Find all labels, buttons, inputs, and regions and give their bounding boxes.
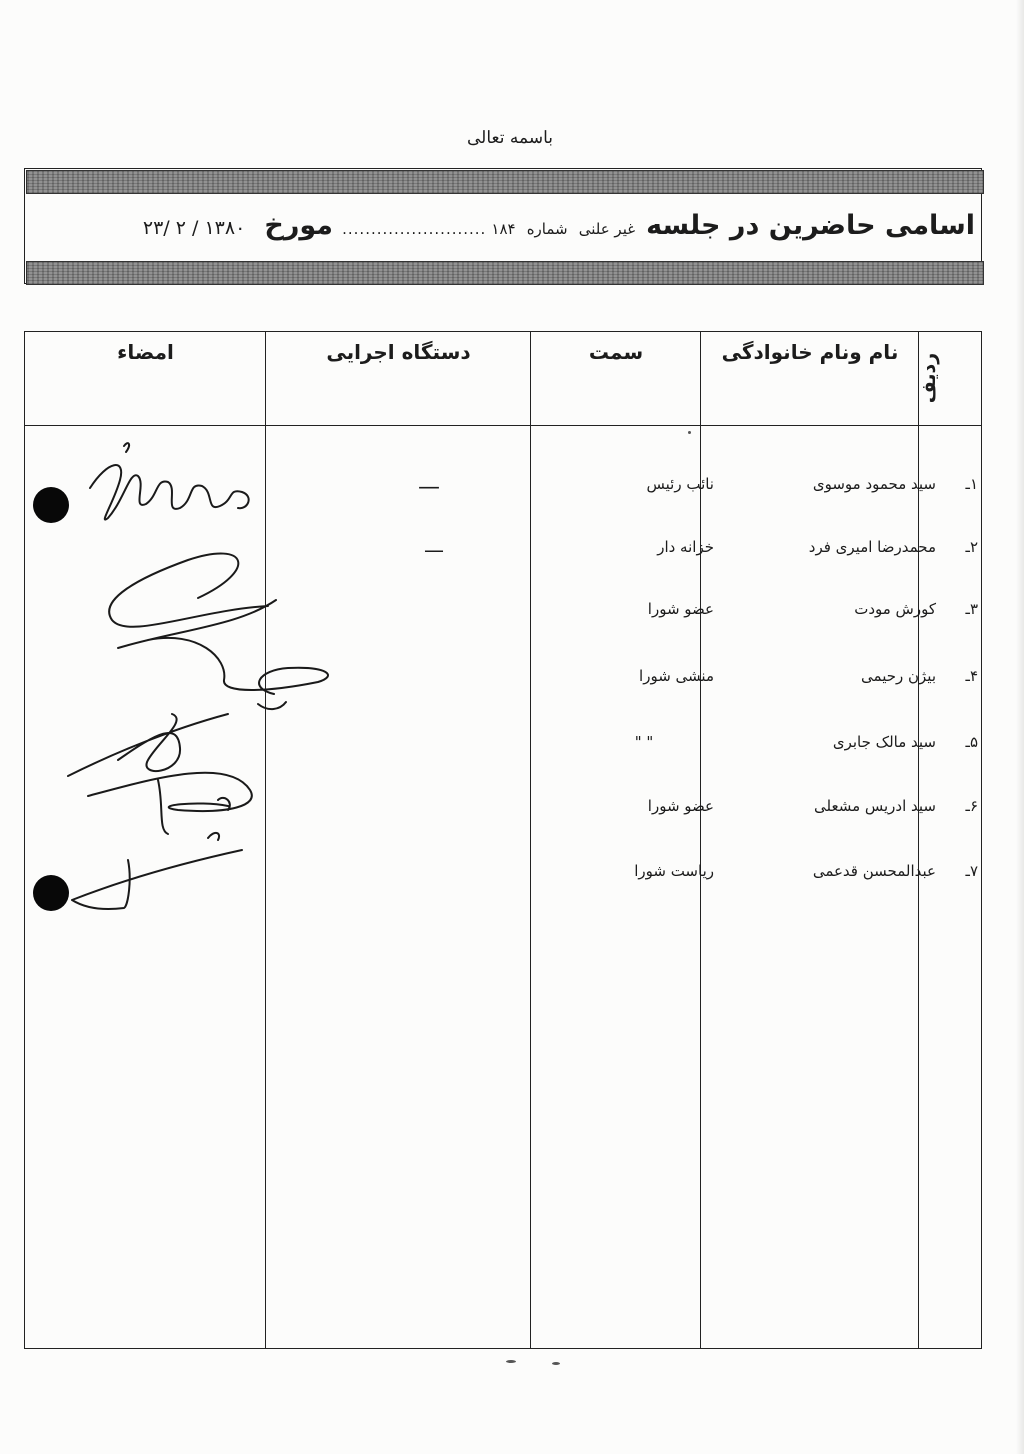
attendee-position: خزانه دار [657, 538, 714, 556]
meeting-date: ۱۳۸۰ / ۲ /۲۳ [142, 217, 246, 239]
attendee-name: سید محمود موسوی [812, 475, 936, 493]
title-line [140, 210, 975, 250]
handwritten-signatures [28, 430, 348, 930]
signature-2 [109, 554, 328, 710]
row-index: ۵ـ [965, 733, 978, 751]
scan-edge-shadow [1016, 0, 1024, 1454]
attendee-agency: — [424, 538, 444, 562]
attendee-name: کورش مودت [854, 600, 936, 618]
attendee-position: نائب رئیس [646, 475, 714, 493]
scan-speck [552, 1362, 560, 1365]
attendee-name: سید مالک جابری [832, 733, 936, 751]
signature-3 [68, 714, 252, 840]
column-header-position: سمت [588, 340, 644, 364]
attendee-name: محمدرضا امیری فرد [808, 538, 936, 556]
document-title: اسامی حاضرین در جلسه [646, 210, 975, 241]
scan-speck [506, 1360, 516, 1363]
attendee-agency: — [418, 475, 440, 500]
basmala-heading: باسمه تعالی [467, 128, 553, 148]
title-band-top [26, 170, 984, 194]
table-header-separator [24, 425, 982, 426]
punch-hole-bottom [33, 875, 69, 911]
attendee-position: عضو شورا [647, 600, 714, 618]
attendee-name: سید ادریس مشعلی [813, 797, 936, 815]
attendee-position: عضو شورا [647, 797, 714, 815]
attendee-name: عبدالمحسن قدعمی [812, 862, 936, 880]
row-index: ۷ـ [965, 862, 978, 880]
meeting-type: غیر علنی [578, 220, 636, 238]
attendee-position: " " [634, 733, 654, 751]
row-index: ۴ـ [965, 667, 978, 685]
column-header-name: نام ونام خانوادگی [721, 340, 899, 364]
row-index: ۲ـ [965, 538, 978, 556]
column-header-row: ردیف [918, 352, 940, 404]
row-index: ۱ـ [965, 475, 978, 493]
column-header-agency: دستگاه اجرایی [326, 340, 471, 364]
signature-4 [72, 850, 242, 909]
meeting-number: ۱۸۴ [491, 220, 516, 238]
signature-1 [90, 443, 249, 519]
date-label: مورخ [264, 210, 334, 241]
dotted-fill: ......................... [342, 220, 487, 238]
row-index: ۳ـ [965, 600, 978, 618]
attendee-name: بیژن رحیمی [861, 667, 936, 685]
row-index: ۶ـ [965, 797, 978, 815]
number-label: شماره [526, 220, 568, 238]
column-header-signature: امضاء [117, 340, 174, 364]
title-band-bottom [26, 261, 984, 285]
scan-speck [688, 431, 691, 434]
punch-hole-top [33, 487, 69, 523]
attendee-position: ریاست شورا [634, 862, 714, 880]
attendee-position: منشی شورا [639, 667, 714, 685]
